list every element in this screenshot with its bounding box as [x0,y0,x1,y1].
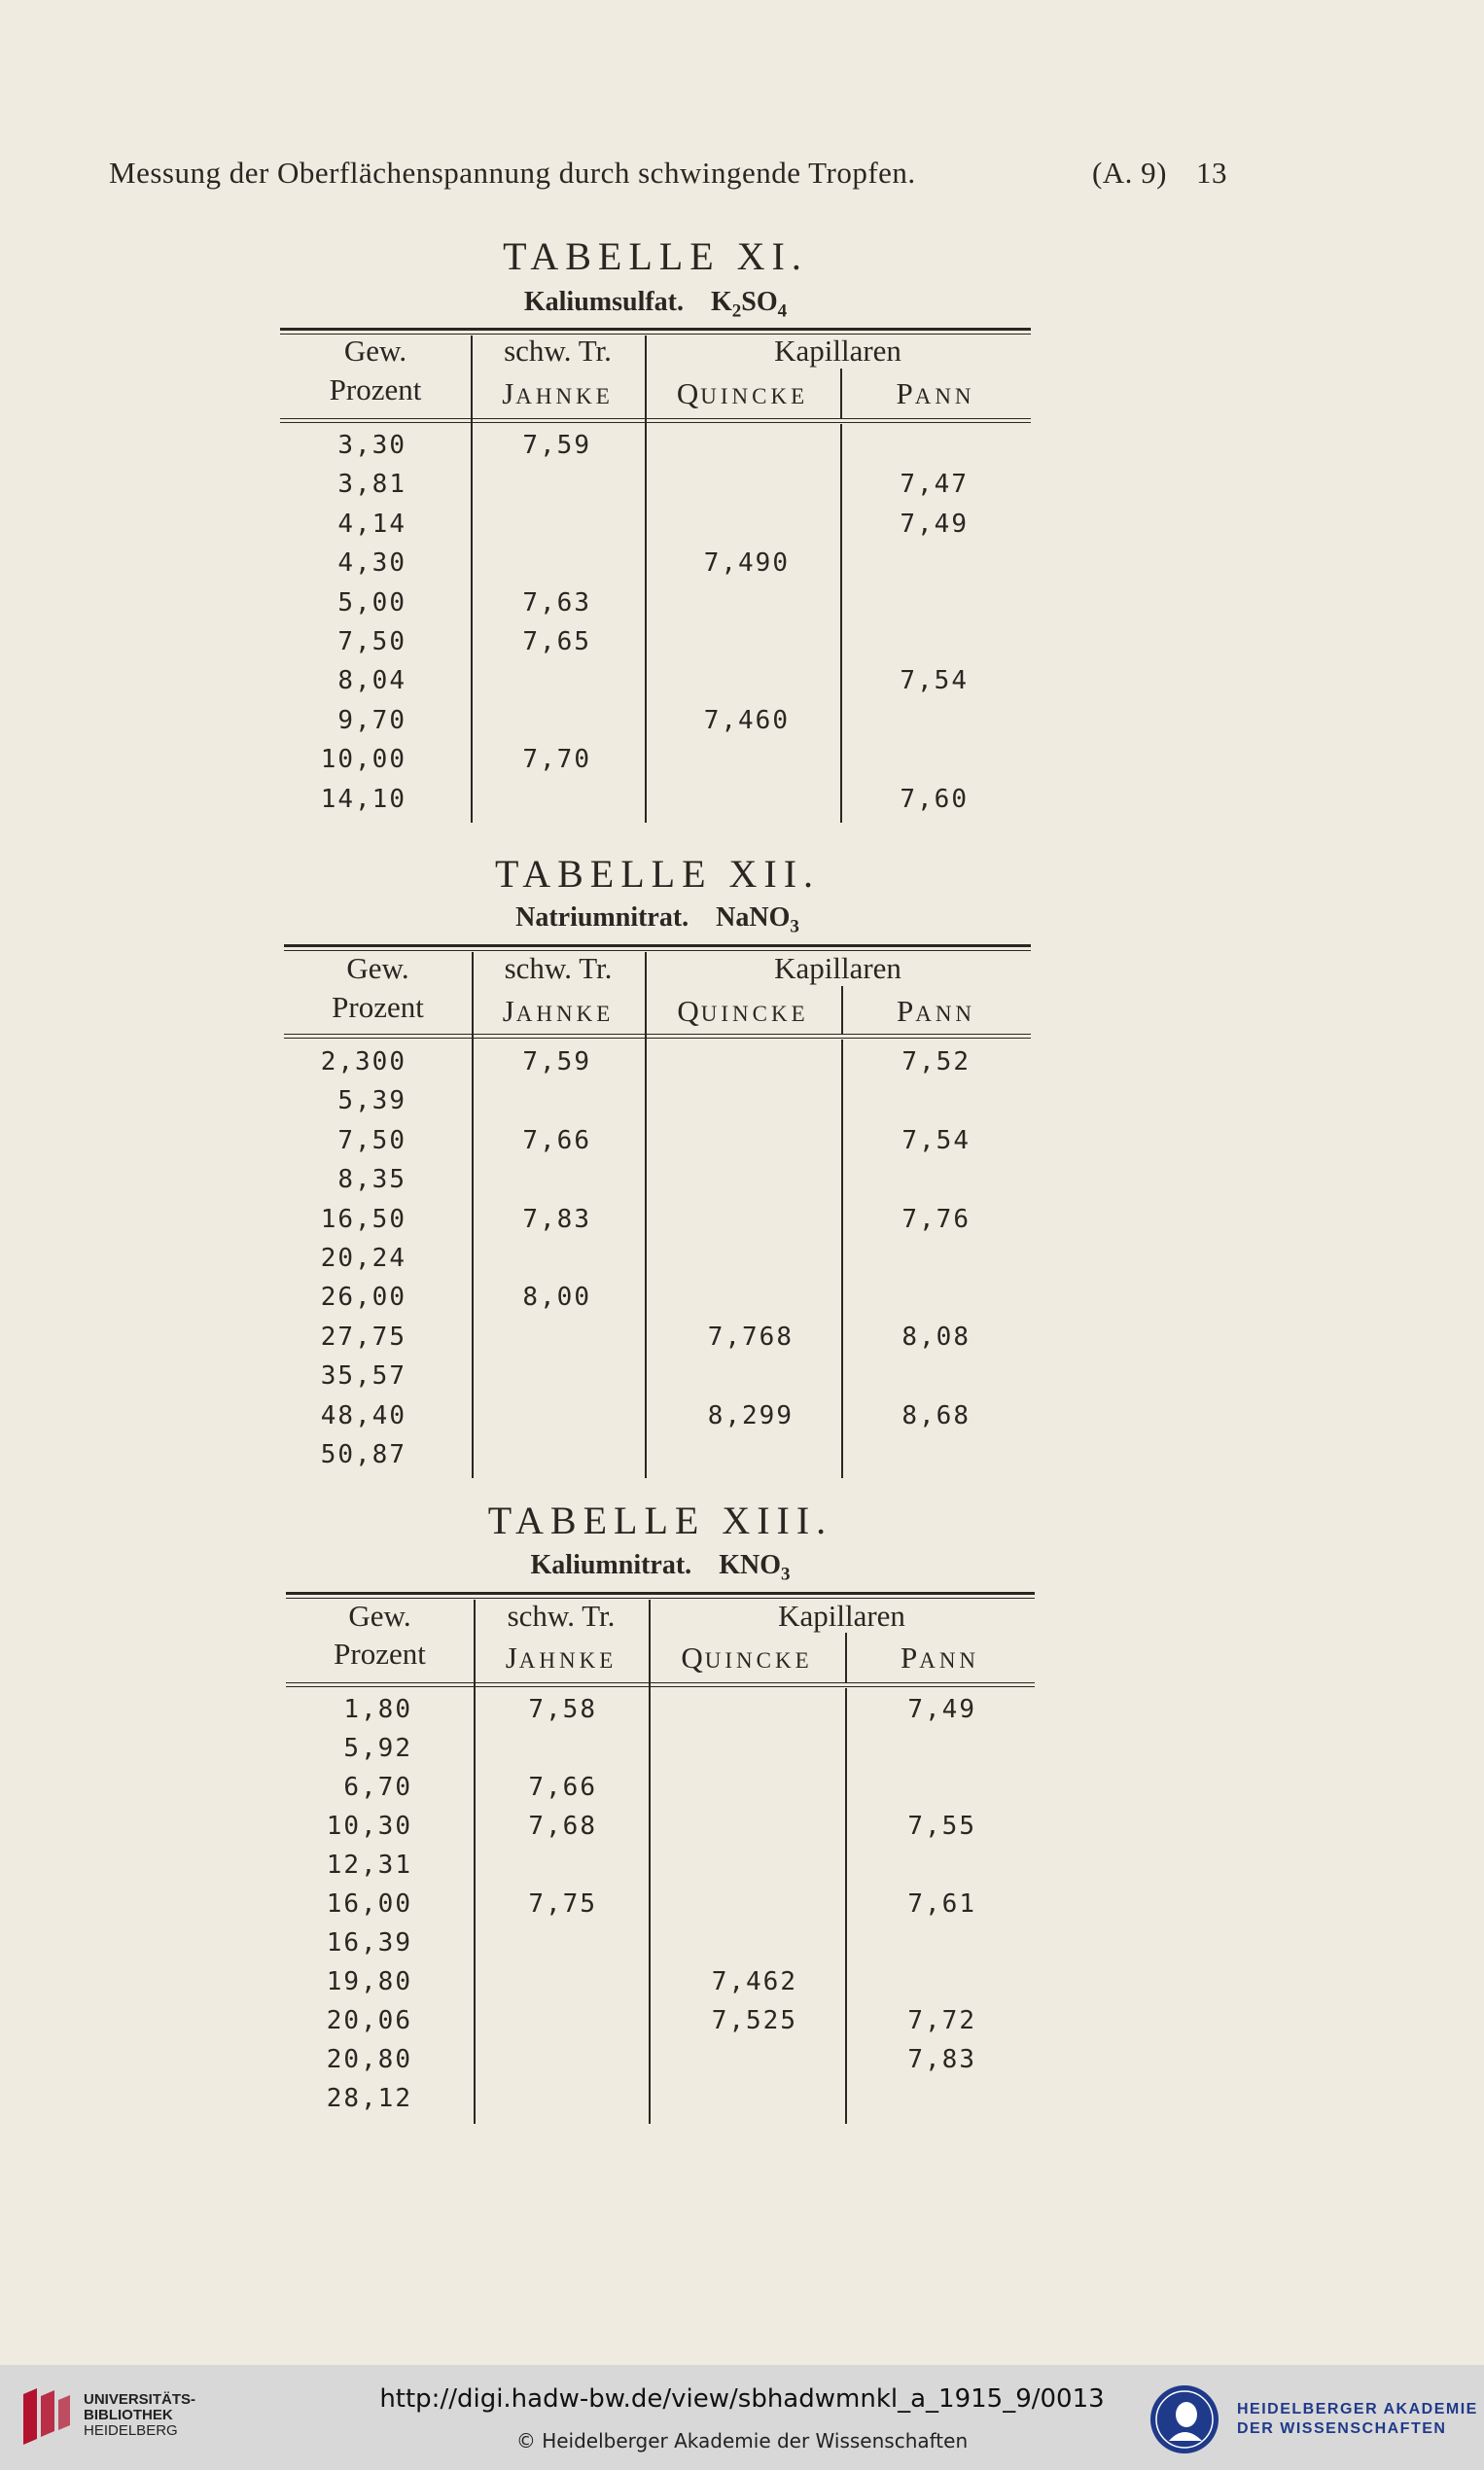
header-rest: ANN [919,1648,980,1673]
table-cell: 20,24 [320,1244,406,1273]
table-cell: 4,14 [337,509,406,539]
ub-line-3: HEIDELBERG [84,2422,178,2439]
header-initial: P [900,1641,920,1675]
header-schw-tr: schw. Tr. [504,951,613,985]
header-prozent: Prozent [334,1637,426,1671]
header-initial: Q [676,376,701,410]
header-kapillaren: Kapillaren [778,1599,905,1633]
table-cell: 12,31 [326,1851,412,1880]
table-cell: 7,59 [522,1047,591,1076]
formula-part: SO [741,287,778,317]
table-cell: 27,75 [320,1322,406,1352]
column-divider [840,424,842,823]
table-cell: 7,65 [522,627,591,656]
header-rest: UINCKE [700,1002,809,1026]
header-quincke [645,994,841,1029]
table-cell: 7,49 [907,1695,976,1724]
table-cell: 8,00 [522,1283,591,1313]
table-rule [284,1038,1031,1039]
table-cell: 3,30 [337,431,406,460]
table-cell: 50,87 [320,1440,406,1469]
table-title: TABELLE XIII. [487,1499,833,1542]
hadw-line-1: HEIDELBERGER AKADEMIE [1237,2401,1478,2417]
table-cell: 8,04 [337,666,406,696]
table-cell: 7,66 [522,1125,591,1155]
table-rule [286,1686,1035,1687]
header-initial: Q [677,994,701,1028]
column-divider [649,1600,651,2124]
table-subtitle [284,902,1031,938]
table-cell: 1,80 [343,1695,412,1724]
viewer-footer [0,2365,1484,2470]
table-cell: 20,80 [326,2045,412,2074]
header-jahnke [474,1641,649,1676]
table-cell: 16,39 [326,1928,412,1958]
table-cell: 6,70 [343,1773,412,1802]
table-cell: 3,81 [337,470,406,500]
data-table [286,1498,1035,2134]
table-cell: 10,30 [326,1812,412,1841]
table-cell: 7,55 [907,1812,976,1841]
header-initial: J [505,1641,519,1675]
header-gew: Gew. [348,1599,411,1633]
table-cell: 7,59 [522,431,591,460]
table-cell: 8,35 [337,1165,406,1195]
header-rest: UINCKE [700,384,809,408]
table-cell: 48,40 [320,1400,406,1430]
formula-subscript: 3 [780,1564,791,1585]
formula-part: KNO [719,1550,781,1580]
table-cell: 7,76 [901,1204,971,1234]
table-cell: 8,299 [707,1400,794,1430]
table-cell: 7,52 [901,1047,971,1076]
table-cell: 7,70 [522,745,591,775]
permalink-url[interactable]: http://digi.hadw-bw.de/view/sbhadwmnkl_a_1915_9/0013 [379,2384,1105,2414]
running-head [109,156,1227,191]
header-rest: ANN [915,1002,976,1026]
table-cell: 35,57 [320,1361,406,1392]
table-cell: 7,50 [337,1125,406,1155]
header-jahnke [471,376,645,411]
table-title: TABELLE XII. [494,852,821,896]
column-divider [474,1600,476,2124]
table-cell: 9,70 [337,705,406,735]
table-rule [286,1592,1035,1595]
table-cell: 7,66 [528,1773,597,1802]
table-cell: 14,10 [320,784,406,814]
header-rest: AHNKE [515,1002,615,1026]
column-divider [845,1688,847,2124]
table-cell: 7,768 [707,1322,794,1352]
formula-part: K [711,287,732,317]
data-table [280,233,1031,832]
column-divider [472,952,474,1478]
table-cell: 7,49 [900,509,969,539]
formula-subscript: 3 [790,916,799,937]
table-rule [280,328,1031,331]
header-prozent: Prozent [332,990,424,1024]
table-cell: 8,08 [901,1322,971,1352]
compound-name: Kaliumnitrat. [530,1550,692,1580]
hadw-line-2: DER WISSENSCHAFTEN [1237,2420,1447,2437]
table-cell: 7,83 [522,1204,591,1234]
table-cell: 5,00 [337,587,406,618]
header-gew: Gew. [346,951,409,985]
table-cell: 19,80 [326,1967,412,1996]
table-cell: 7,61 [907,1889,976,1919]
header-schw-tr: schw. Tr. [507,1599,616,1633]
table-rule [280,418,1031,419]
table-cell: 7,72 [907,2006,976,2035]
chemical-formula [716,902,799,937]
table-rule [286,1682,1035,1683]
header-initial: P [896,376,915,410]
table-subtitle [280,287,1031,323]
table-cell: 7,60 [900,784,969,814]
header-initial: J [502,994,516,1028]
academy-seal-icon [1148,2382,1221,2456]
table-cell: 4,30 [337,548,406,579]
table-cell: 7,50 [337,627,406,656]
table-cell: 7,83 [907,2045,976,2074]
header-rest: ANN [914,384,975,408]
formula-subscript: 2 [731,300,742,322]
header-initial: Q [681,1641,705,1675]
running-head-section: (A. 9) [1091,156,1167,190]
header-quincke [649,1641,845,1676]
table-cell: 7,63 [522,587,591,618]
header-kapillaren: Kapillaren [774,951,901,985]
table-cell: 16,00 [326,1889,412,1919]
table-cell: 26,00 [320,1283,406,1313]
table-cell: 7,460 [703,705,790,735]
header-rest: UINCKE [704,1648,813,1673]
formula-part: NaNO [716,902,791,933]
header-gew: Gew. [343,334,407,368]
table-cell: 7,54 [901,1125,971,1155]
ub-line-1: UNIVERSITÄTS- [84,2391,196,2408]
header-initial: J [502,376,516,410]
header-kapillaren: Kapillaren [774,334,901,368]
table-cell: 16,50 [320,1204,406,1234]
table-cell: 5,92 [343,1734,412,1763]
table-subtitle [286,1550,1035,1586]
table-rule [284,944,1031,947]
data-table [284,851,1031,1488]
header-quincke [645,376,840,411]
header-schw-tr: schw. Tr. [504,334,612,368]
table-cell: 7,462 [711,1967,797,1996]
header-pann [841,994,1031,1029]
table-rule [280,422,1031,423]
ub-line-2: BIBLIOTHEK [84,2407,173,2423]
chemical-formula [719,1550,791,1585]
compound-name: Kaliumsulfat. [523,287,684,317]
table-rule [284,1034,1031,1035]
academy-name [1237,2400,1478,2439]
chemical-formula [711,287,788,322]
formula-subscript: 4 [777,300,788,322]
table-cell: 7,525 [711,2006,797,2035]
header-initial: P [896,994,916,1028]
header-rest: AHNKE [518,1648,618,1673]
column-divider [841,1040,843,1478]
header-jahnke [472,994,645,1029]
table-cell: 20,06 [326,2006,412,2035]
page-number: 13 [1196,156,1227,190]
table-cell: 10,00 [320,745,406,775]
header-rest: AHNKE [515,384,614,408]
table-cell: 7,58 [528,1695,597,1724]
column-divider [645,952,647,1478]
header-pann [845,1641,1035,1676]
header-prozent: Prozent [329,372,422,406]
table-cell: 7,68 [528,1812,597,1841]
table-cell: 5,39 [337,1086,406,1116]
table-cell: 7,75 [528,1889,597,1919]
table-title: TABELLE XI. [503,234,808,278]
table-cell: 7,490 [703,548,790,579]
running-head-title: Messung der Oberflächenspannung durch schwingende Tropfen. [109,156,916,190]
copyright-notice: © Heidelberger Akademie der Wissenschaften [515,2429,969,2452]
compound-name: Natriumnitrat. [515,902,689,933]
table-cell: 7,54 [900,666,969,696]
table-cell: 7,47 [900,470,969,500]
header-pann [840,376,1031,411]
table-cell: 28,12 [326,2084,412,2113]
table-cell: 2,300 [320,1047,406,1076]
table-cell: 8,68 [901,1400,971,1430]
